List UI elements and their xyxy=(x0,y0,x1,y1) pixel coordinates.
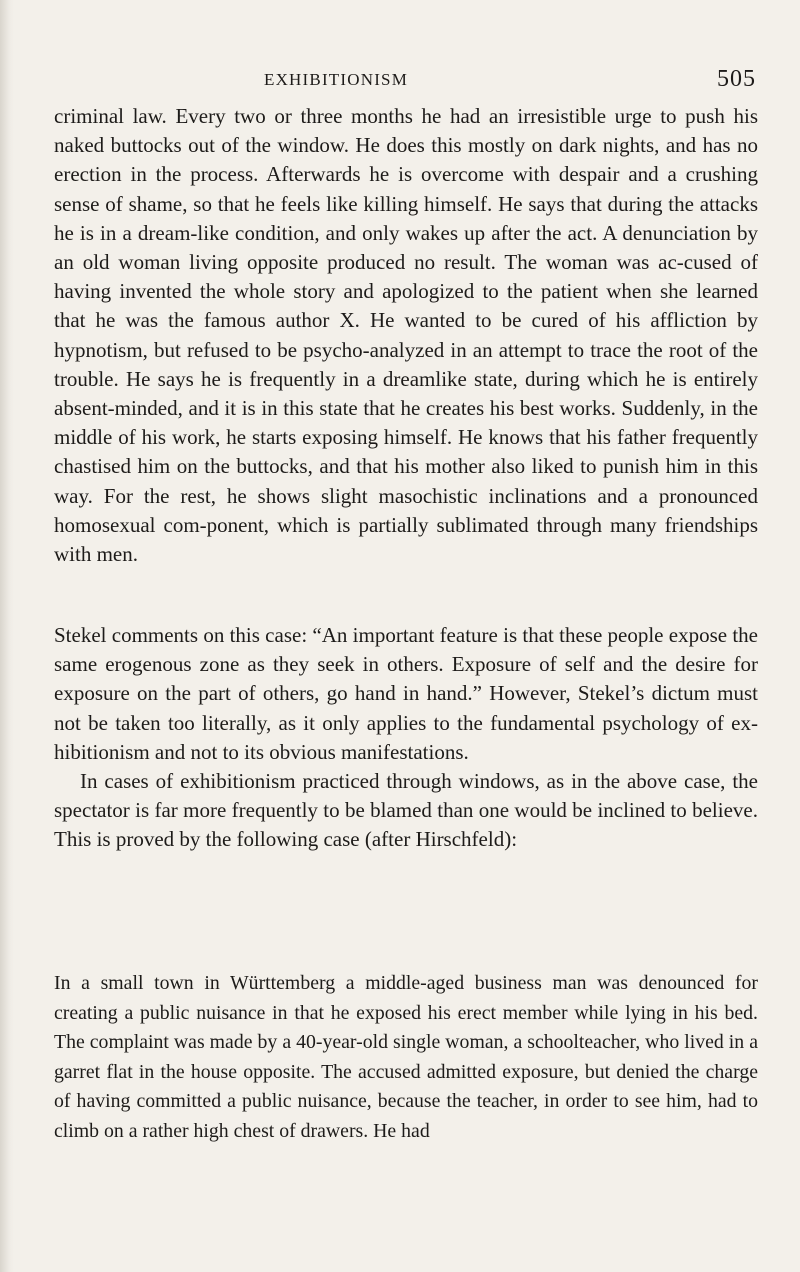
body-paragraph-3: In cases of exhibitionism practiced through windows, as in the above case, the spectator is far more frequently to be blamed than one would be inclined to believe. This is proved by the following case (after Hirschfeld): xyxy=(54,769,758,852)
body-paragraph-2: Stekel comments on this case: “An important feature is that these people expose the same erogenous zone as they seek in others. Exposure of self and the desire for exposure on the part of others, go hand in hand.” However, Stekel’s dictum must not be taken too literally, as it only applies to the fundamental psychology of ex-hibitionism and not to its obvious manifestations. xyxy=(54,623,758,764)
case-quotation-paragraph: In a small town in Württemberg a middle-aged business man was denounced for creating a public nuisance in that he exposed his erect member while lying in his bed. The complaint was made by a 40-year-old single woman, a schoolteacher, who lived in a garret flat in the house opposite. The accused admitted exposure, but denied the charge of having committed a public nuisance, because the teacher, in order to see him, had to climb on a rather high chest of drawers. He had xyxy=(54,972,758,1142)
page-gutter-shadow xyxy=(0,0,14,1272)
page-header xyxy=(54,66,758,96)
running-head: EXHIBITIONISM xyxy=(264,70,409,89)
body-paragraph-1: criminal law. Every two or three months he had an irresistible urge to push his naked buttocks out of the window. He does this mostly on dark nights, and has no erection in the process. Afterwards he is overcome with despair and a crushing sense of shame, so that he feels like killing himself. He says that during the attacks he is in a dream-like condition, and only wakes up after the act. A denunciation by an old woman living opposite produced no result. The woman was ac-cused of having invented the whole story and apologized to the patient when she learned that he was the famous author X. He wanted to be cured of his affliction by hypnotism, but refused to be psycho-analyzed in an attempt to trace the root of the trouble. He says he is frequently in a dreamlike state, during which he is entirely absent-minded, and it is in this state that he creates his best works. Suddenly, in the middle of his work, he starts exposing himself. He knows that his father frequently chastised him on the buttocks, and that his mother also liked to punish him in this way. For the rest, he shows slight masochistic inclinations and a pronounced homosexual com-ponent, which is partially sublimated through many friendships with men. xyxy=(54,104,758,567)
page-number: 505 xyxy=(717,66,756,92)
